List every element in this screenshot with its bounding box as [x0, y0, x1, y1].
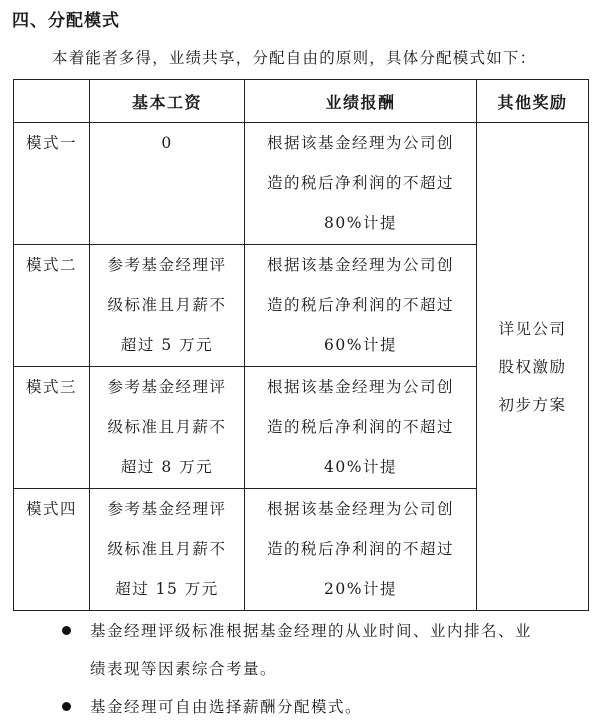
mode-cell: 模式三 [14, 367, 90, 489]
distribution-modes-table [13, 79, 589, 611]
header-base-salary: 基本工资 [90, 80, 245, 123]
notes-list [62, 612, 582, 726]
bullet-icon [62, 702, 71, 711]
performance-cell: 根据该基金经理为公司创 造的税后净利润的不超过 60%计提 [245, 245, 477, 367]
section-heading: 四、分配模式 [12, 11, 120, 31]
bullet-icon [62, 626, 71, 635]
header-other-rewards: 其他奖励 [477, 80, 589, 123]
mode-cell: 模式一 [14, 123, 90, 245]
base-salary-cell: 参考基金经理评 级标准且月薪不 超过 8 万元 [90, 367, 245, 489]
list-item [62, 688, 582, 726]
other-rewards-cell: 详见公司 股权激励 初步方案 [477, 123, 589, 611]
table-row [14, 123, 589, 245]
performance-cell: 根据该基金经理为公司创 造的税后净利润的不超过 40%计提 [245, 367, 477, 489]
table-header-row [14, 80, 589, 123]
header-mode [14, 80, 90, 123]
intro-paragraph: 本着能者多得，业绩共享，分配自由的原则，具体分配模式如下： [52, 49, 537, 67]
note-line: 基金经理评级标准根据基金经理的从业时间、业内排名、业 [90, 622, 533, 640]
list-item [62, 612, 582, 688]
mode-cell: 模式二 [14, 245, 90, 367]
mode-cell: 模式四 [14, 489, 90, 611]
base-salary-cell: 参考基金经理评 级标准且月薪不 超过 15 万元 [90, 489, 245, 611]
base-salary-cell: 0 [90, 123, 245, 245]
base-salary-cell: 参考基金经理评 级标准且月薪不 超过 5 万元 [90, 245, 245, 367]
note-line: 绩表现等因素综合考量。 [90, 660, 278, 678]
performance-cell: 根据该基金经理为公司创 造的税后净利润的不超过 80%计提 [245, 123, 477, 245]
header-performance: 业绩报酬 [245, 80, 477, 123]
note-line: 基金经理可自由选择薪酬分配模式。 [90, 698, 363, 716]
performance-cell: 根据该基金经理为公司创 造的税后净利润的不超过 20%计提 [245, 489, 477, 611]
